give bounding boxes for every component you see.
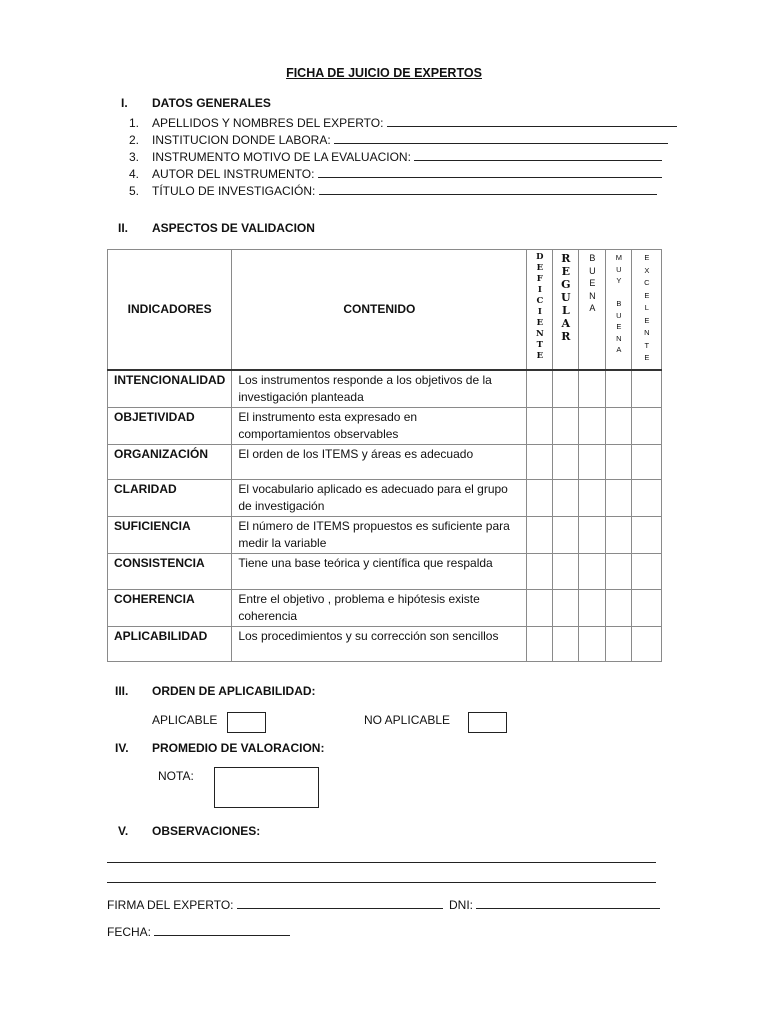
vertical-letter: E (644, 315, 650, 325)
contenido-cell (232, 370, 527, 408)
contenido-line: El vocabulario aplicado es adecuado para el grupo (238, 482, 508, 496)
indicador-cell: INTENCIONALIDAD (108, 370, 232, 408)
field-autor-row (152, 167, 662, 181)
contenido-line: Los procedimientos y su corrección son sencillos (238, 628, 499, 643)
section-3-number: III. (115, 684, 129, 698)
field-titulo-row (152, 184, 657, 198)
rating-cell[interactable] (606, 444, 632, 480)
vertical-letter: N (589, 290, 596, 301)
vertical-letter: C (536, 296, 544, 307)
vertical-letter: E (589, 278, 596, 289)
contenido-cell (232, 589, 527, 626)
vertical-letter: U (589, 265, 596, 276)
section-5-number: V. (118, 824, 129, 838)
vertical-letter: L (561, 304, 570, 318)
table-row (108, 554, 662, 590)
field-number: 1. (129, 116, 140, 130)
rating-cell[interactable] (632, 480, 662, 517)
rating-cell[interactable] (527, 370, 553, 408)
contenido-line: El instrumento esta expresado en (238, 409, 418, 424)
contenido-line: coherencia (238, 608, 298, 623)
contenido-line: Entre el objetivo , problema e hipótesis existe (238, 591, 480, 606)
rating-cell[interactable] (632, 626, 662, 662)
indicador-cell: CONSISTENCIA (108, 554, 232, 590)
rating-cell[interactable] (579, 589, 606, 626)
rating-cell[interactable] (606, 626, 632, 662)
header-buena (579, 250, 606, 370)
vertical-label (606, 250, 631, 368)
rating-cell[interactable] (606, 517, 632, 554)
rating-cell[interactable] (606, 554, 632, 590)
header-deficiente (527, 250, 553, 370)
field-label: AUTOR DEL INSTRUMENTO: (152, 167, 315, 181)
fecha-label: FECHA: (107, 925, 152, 939)
contenido-line: Los instrumentos responde a los objetivos de la (238, 372, 492, 387)
nota-label: NOTA: (158, 769, 194, 783)
vertical-letter: B (616, 299, 622, 309)
vertical-letter: N (644, 328, 650, 338)
rating-cell[interactable] (527, 626, 553, 662)
observaciones-line-2[interactable] (107, 872, 656, 883)
rating-cell[interactable] (579, 554, 606, 590)
field-instrumento-row (152, 150, 662, 164)
rating-cell[interactable] (553, 370, 579, 408)
vertical-letter: F (536, 274, 543, 285)
rating-cell[interactable] (579, 626, 606, 662)
indicador-cell: APLICABILIDAD (108, 626, 232, 662)
experto-name-input[interactable] (387, 116, 677, 127)
vertical-letter: C (644, 278, 650, 288)
contenido-line: de investigación (238, 499, 325, 513)
rating-cell[interactable] (527, 589, 553, 626)
vertical-letter: I (537, 285, 542, 296)
section-2-heading: ASPECTOS DE VALIDACION (152, 221, 315, 235)
rating-cell[interactable] (553, 407, 579, 444)
contenido-cell (232, 626, 527, 662)
page-title: FICHA DE JUICIO DE EXPERTOS (286, 66, 482, 80)
vertical-letter: E (536, 318, 544, 329)
field-number: 2. (129, 133, 140, 147)
field-number: 3. (129, 150, 140, 164)
nota-input-box[interactable] (214, 767, 319, 808)
vertical-letter: E (644, 353, 650, 363)
rating-cell[interactable] (527, 517, 553, 554)
vertical-letter: U (561, 291, 571, 305)
vertical-letter: G (561, 278, 571, 292)
vertical-letter: X (644, 265, 650, 275)
rating-cell[interactable] (553, 444, 579, 480)
field-institucion-row (152, 133, 668, 147)
aplicable-checkbox[interactable] (227, 712, 266, 733)
vertical-letter: E (644, 253, 650, 263)
table-row (108, 517, 662, 554)
validation-table (107, 249, 662, 662)
section-4-number: IV. (115, 741, 129, 755)
rating-cell[interactable] (606, 370, 632, 408)
dni-row (449, 898, 660, 912)
indicador-cell: SUFICIENCIA (108, 517, 232, 554)
vertical-label (527, 250, 552, 368)
field-label: TÍTULO DE INVESTIGACIÓN: (152, 184, 316, 198)
indicador-cell: COHERENCIA (108, 589, 232, 626)
vertical-letter: I (537, 307, 542, 318)
rating-cell[interactable] (606, 480, 632, 517)
word-gap (618, 287, 620, 299)
vertical-letter: R (561, 252, 571, 266)
vertical-label (579, 250, 605, 368)
contenido-line: Tiene una base teórica y científica que respalda (238, 556, 493, 570)
rating-cell[interactable] (632, 370, 662, 408)
contenido-line: El orden de los ITEMS y áreas es adecuado (238, 446, 474, 461)
fecha-input[interactable] (154, 925, 290, 936)
contenido-line: medir la variable (238, 536, 327, 550)
vertical-letter: B (589, 253, 596, 264)
vertical-letter: N (616, 333, 622, 343)
rating-cell[interactable] (632, 444, 662, 480)
table-row (108, 626, 662, 662)
vertical-letter: A (589, 303, 596, 314)
institucion-input[interactable] (334, 133, 668, 144)
rating-cell[interactable] (527, 407, 553, 444)
indicador-cell: ORGANIZACIÓN (108, 444, 232, 480)
no-aplicable-label: NO APLICABLE (364, 713, 451, 727)
section-1-number: I. (121, 96, 128, 110)
section-5-heading: OBSERVACIONES: (152, 824, 261, 838)
header-muy-buena (606, 250, 632, 370)
section-4-heading: PROMEDIO DE VALORACION: (152, 741, 325, 755)
vertical-label (553, 250, 578, 368)
rating-cell[interactable] (553, 554, 579, 590)
vertical-letter: U (616, 264, 622, 274)
vertical-letter: L (644, 303, 649, 313)
rating-cell[interactable] (632, 554, 662, 590)
header-excelente (632, 250, 662, 370)
firma-row (107, 898, 443, 912)
rating-cell[interactable] (553, 517, 579, 554)
contenido-cell (232, 407, 527, 444)
rating-cell[interactable] (579, 480, 606, 517)
rating-cell[interactable] (527, 480, 553, 517)
contenido-cell (232, 554, 527, 590)
fecha-row (107, 925, 290, 939)
header-contenido: CONTENIDO (232, 250, 527, 370)
table-row (108, 370, 662, 408)
contenido-line: comportamientos observables (238, 426, 399, 441)
field-number: 4. (129, 167, 140, 181)
vertical-letter: A (616, 345, 622, 355)
rating-cell[interactable] (579, 370, 606, 408)
dni-label: DNI: (449, 898, 473, 912)
contenido-cell (232, 444, 527, 480)
firma-label: FIRMA DEL EXPERTO: (107, 898, 234, 912)
rating-cell[interactable] (527, 554, 553, 590)
titulo-input[interactable] (319, 184, 657, 195)
vertical-letter: T (536, 340, 543, 351)
rating-cell[interactable] (553, 589, 579, 626)
vertical-letter: E (616, 322, 622, 332)
rating-cell[interactable] (579, 517, 606, 554)
vertical-letter: M (615, 253, 622, 263)
vertical-letter: R (561, 330, 571, 344)
rating-cell[interactable] (579, 407, 606, 444)
rating-cell[interactable] (606, 407, 632, 444)
rating-cell[interactable] (527, 444, 553, 480)
vertical-letter: E (536, 351, 544, 362)
rating-cell[interactable] (606, 589, 632, 626)
field-experto-row (152, 116, 677, 130)
table-row (108, 480, 662, 517)
vertical-letter: U (616, 310, 622, 320)
no-aplicable-checkbox[interactable] (468, 712, 507, 733)
contenido-cell (232, 517, 527, 554)
section-2-number: II. (118, 221, 129, 235)
section-1-heading: DATOS GENERALES (152, 96, 271, 110)
field-label: APELLIDOS Y NOMBRES DEL EXPERTO: (152, 116, 384, 130)
vertical-letter: E (536, 263, 544, 274)
rating-cell[interactable] (632, 407, 662, 444)
header-regular (553, 250, 579, 370)
table-row (108, 589, 662, 626)
vertical-letter: A (561, 317, 571, 331)
indicador-cell: OBJETIVIDAD (108, 407, 232, 444)
rating-cell[interactable] (632, 517, 662, 554)
table-header-row (108, 250, 662, 370)
vertical-letter: T (644, 340, 650, 350)
table-row (108, 444, 662, 480)
autor-input[interactable] (318, 167, 662, 178)
vertical-letter: E (644, 290, 650, 300)
table-row (108, 407, 662, 444)
rating-cell[interactable] (553, 480, 579, 517)
aplicable-label: APLICABLE (152, 713, 218, 727)
vertical-letter: N (535, 329, 544, 340)
vertical-label (632, 250, 661, 368)
rating-cell[interactable] (553, 626, 579, 662)
indicador-cell: CLARIDAD (108, 480, 232, 517)
dni-input[interactable] (476, 898, 660, 909)
field-label: INSTRUMENTO MOTIVO DE LA EVALUACION: (152, 150, 411, 164)
field-label: INSTITUCION DONDE LABORA: (152, 133, 331, 147)
observaciones-line-1[interactable] (107, 852, 656, 863)
rating-cell[interactable] (579, 444, 606, 480)
header-indicadores: INDICADORES (108, 250, 232, 370)
rating-cell[interactable] (632, 589, 662, 626)
section-3-heading: ORDEN DE APLICABILIDAD: (152, 684, 316, 698)
firma-input[interactable] (237, 898, 443, 909)
vertical-letter: Y (616, 276, 622, 286)
vertical-letter: E (561, 265, 571, 279)
contenido-cell (232, 480, 527, 517)
contenido-line: investigación planteada (238, 389, 364, 404)
vertical-letter: D (536, 252, 544, 263)
instrumento-input[interactable] (414, 150, 662, 161)
contenido-line: El número de ITEMS propuestos es suficiente para (238, 519, 510, 533)
field-number: 5. (129, 184, 140, 198)
